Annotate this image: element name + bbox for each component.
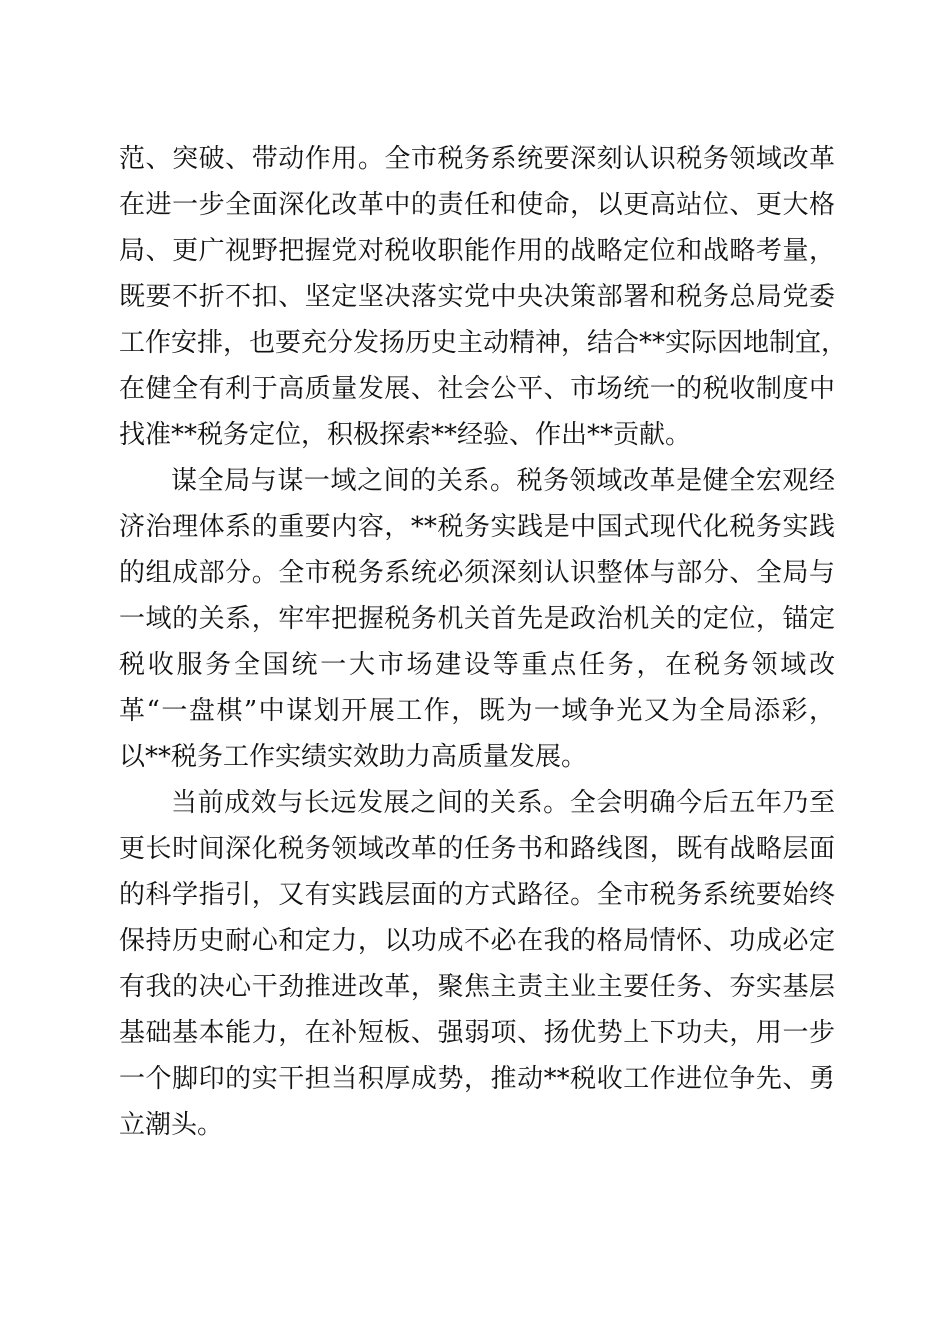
- text-line: 济治理体系的重要内容，**税务实践是中国式现代化税务实践: [119, 512, 835, 542]
- text-line: 税收服务全国统一大市场建设等重点任务，在税务领域改: [119, 650, 835, 680]
- text-line: 在健全有利于高质量发展、社会公平、市场统一的税收制度中: [119, 374, 835, 404]
- text-line: 的组成部分。全市税务系统必须深刻认识整体与部分、全局与: [119, 558, 835, 588]
- text-line: 一个脚印的实干担当积厚成势，推动**税收工作进位争先、勇: [119, 1064, 835, 1094]
- text-line: 当前成效与长远发展之间的关系。全会明确今后五年乃至: [171, 788, 835, 818]
- text-line: 保持历史耐心和定力，以功成不必在我的格局情怀、功成必定: [119, 926, 835, 956]
- text-line: 的科学指引，又有实践层面的方式路径。全市税务系统要始终: [119, 880, 835, 910]
- text-line: 工作安排，也要充分发扬历史主动精神，结合**实际因地制宜，: [119, 328, 848, 358]
- text-line: 在进一步全面深化改革中的责任和使命，以更高站位、更大格: [119, 190, 835, 220]
- paragraph-2: [119, 458, 835, 780]
- text-line: 基础基本能力，在补短板、强弱项、扬优势上下功夫，用一步: [119, 1018, 835, 1048]
- text-line: 更长时间深化税务领域改革的任务书和路线图，既有战略层面: [119, 834, 835, 864]
- text-line: 范、突破、带动作用。全市税务系统要深刻认识税务领域改革: [119, 144, 835, 174]
- text-line: 立潮头。: [119, 1110, 224, 1140]
- text-line: 有我的决心干劲推进改革，聚焦主责主业主要任务、夯实基层: [119, 972, 835, 1002]
- paragraph-1: [119, 136, 848, 458]
- text-line: 以**税务工作实绩实效助力高质量发展。: [119, 742, 588, 772]
- document-body: [119, 136, 848, 1148]
- text-line: 局、更广视野把握党对税收职能作用的战略定位和战略考量，: [119, 236, 835, 266]
- text-line: 找准**税务定位，积极探索**经验、作出**贡献。: [119, 420, 692, 450]
- paragraph-3: [119, 780, 835, 1148]
- text-line: 一域的关系，牢牢把握税务机关首先是政治机关的定位，锚定: [119, 604, 835, 634]
- text-line: 既要不折不扣、坚定坚决落实党中央决策部署和税务总局党委: [119, 282, 835, 312]
- text-line: 谋全局与谋一域之间的关系。税务领域改革是健全宏观经: [171, 466, 835, 496]
- text-line: 革“一盘棋”中谋划开展工作，既为一域争光又为全局添彩，: [119, 696, 835, 726]
